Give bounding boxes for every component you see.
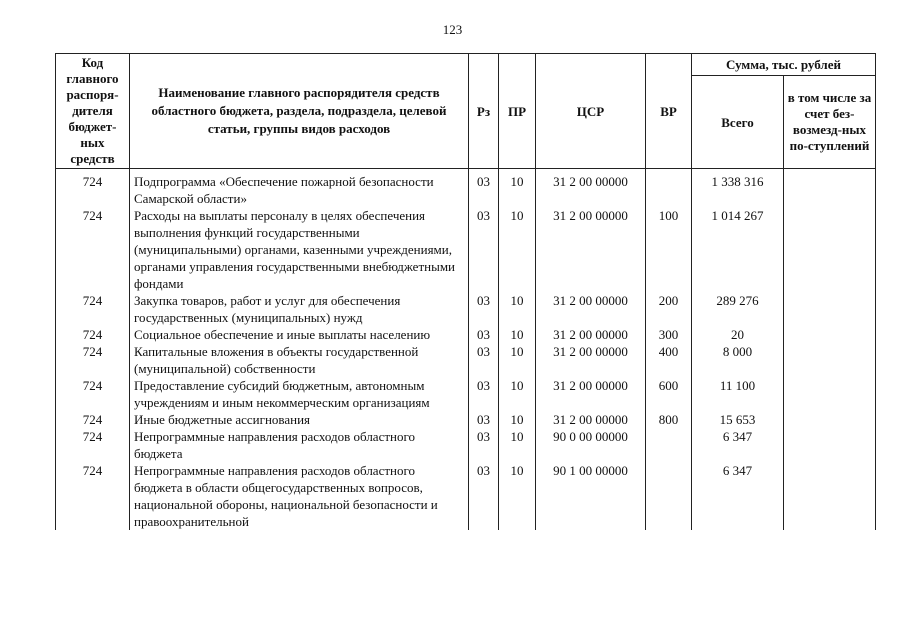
cell-code: 724 [56,169,130,208]
cell-rz: 03 [469,462,499,530]
cell-pr: 10 [499,428,536,462]
cell-incl [784,207,876,292]
table-row [56,411,876,428]
cell-vr: 200 [646,292,692,326]
cell-incl [784,343,876,377]
cell-csr: 31 2 00 00000 [536,377,646,411]
cell-csr: 31 2 00 00000 [536,343,646,377]
cell-vr: 300 [646,326,692,343]
cell-total: 6 347 [692,428,784,462]
page-number: 123 [442,22,463,37]
cell-pr: 10 [499,169,536,208]
cell-name: Иные бюджетные ассигнования [130,411,469,428]
cell-csr: 31 2 00 00000 [536,292,646,326]
cell-total: 8 000 [692,343,784,377]
cell-vr: 800 [646,411,692,428]
cell-code: 724 [56,326,130,343]
cell-pr: 10 [499,343,536,377]
cell-pr: 10 [499,411,536,428]
cell-code: 724 [56,343,130,377]
header-total: Всего [692,76,784,169]
cell-name: Непрограммные направления расходов областного бюджета [130,428,469,462]
header-name: Наименование главного распорядителя средств областного бюджета, раздела, подраздела, целевой статьи, группы видов расходов [130,54,469,169]
cell-incl [784,411,876,428]
cell-incl [784,169,876,208]
cell-total: 20 [692,326,784,343]
cell-rz: 03 [469,292,499,326]
table-row [56,207,876,292]
table-row [56,428,876,462]
cell-pr: 10 [499,326,536,343]
cell-code: 724 [56,411,130,428]
cell-rz: 03 [469,343,499,377]
cell-name: Расходы на выплаты персоналу в целях обеспечения выполнения функций государственными (муниципальными) органами, казенными учреждениями, органами управления государственными внебюджетными фондами [130,207,469,292]
cell-rz: 03 [469,326,499,343]
cell-incl [784,462,876,530]
cell-name: Предоставление субсидий бюджетным, автономным учреждениям и иным некоммерческим организациям [130,377,469,411]
cell-total: 11 100 [692,377,784,411]
cell-code: 724 [56,207,130,292]
cell-rz: 03 [469,169,499,208]
cell-pr: 10 [499,207,536,292]
cell-total: 1 014 267 [692,207,784,292]
cell-csr: 90 1 00 00000 [536,462,646,530]
cell-total: 289 276 [692,292,784,326]
header-sum: Сумма, тыс. рублей [692,54,876,76]
header-csr: ЦСР [536,54,646,169]
header-code: Код главного распоря-дителя бюджет-ных средств [56,54,130,169]
cell-incl [784,292,876,326]
table-row [56,326,876,343]
cell-name: Подпрограмма «Обеспечение пожарной безопасности Самарской области» [130,169,469,208]
cell-total: 15 653 [692,411,784,428]
cell-code: 724 [56,377,130,411]
cell-vr: 100 [646,207,692,292]
cell-rz: 03 [469,411,499,428]
table-row [56,377,876,411]
cell-rz: 03 [469,377,499,411]
cell-vr [646,428,692,462]
cell-code: 724 [56,292,130,326]
cell-code: 724 [56,428,130,462]
cell-incl [784,377,876,411]
cell-pr: 10 [499,292,536,326]
cell-csr: 31 2 00 00000 [536,169,646,208]
cell-vr [646,462,692,530]
cell-rz: 03 [469,207,499,292]
cell-vr [646,169,692,208]
budget-table [55,53,876,530]
cell-name: Капитальные вложения в объекты государственной (муниципальной) собственности [130,343,469,377]
table-row [56,462,876,530]
cell-code: 724 [56,462,130,530]
header-pr: ПР [499,54,536,169]
cell-csr: 90 0 00 00000 [536,428,646,462]
cell-name: Закупка товаров, работ и услуг для обеспечения государственных (муниципальных) нужд [130,292,469,326]
cell-csr: 31 2 00 00000 [536,207,646,292]
cell-total: 6 347 [692,462,784,530]
cell-incl [784,428,876,462]
header-rz: Рз [469,54,499,169]
cell-vr: 400 [646,343,692,377]
header-incl: в том числе за счет без-возмезд-ных по-ступлений [784,76,876,169]
cell-name: Непрограммные направления расходов областного бюджета в области общегосударственных вопросов, национальной обороны, национальной безопасности и правоохранительной [130,462,469,530]
cell-name: Социальное обеспечение и иные выплаты населению [130,326,469,343]
header-row-1 [56,54,876,76]
cell-csr: 31 2 00 00000 [536,411,646,428]
table-row [56,343,876,377]
table-row [56,169,876,208]
table-row [56,292,876,326]
cell-vr: 600 [646,377,692,411]
cell-pr: 10 [499,462,536,530]
header-vr: ВР [646,54,692,169]
cell-pr: 10 [499,377,536,411]
table-body [56,169,876,531]
cell-csr: 31 2 00 00000 [536,326,646,343]
cell-rz: 03 [469,428,499,462]
cell-total: 1 338 316 [692,169,784,208]
cell-incl [784,326,876,343]
